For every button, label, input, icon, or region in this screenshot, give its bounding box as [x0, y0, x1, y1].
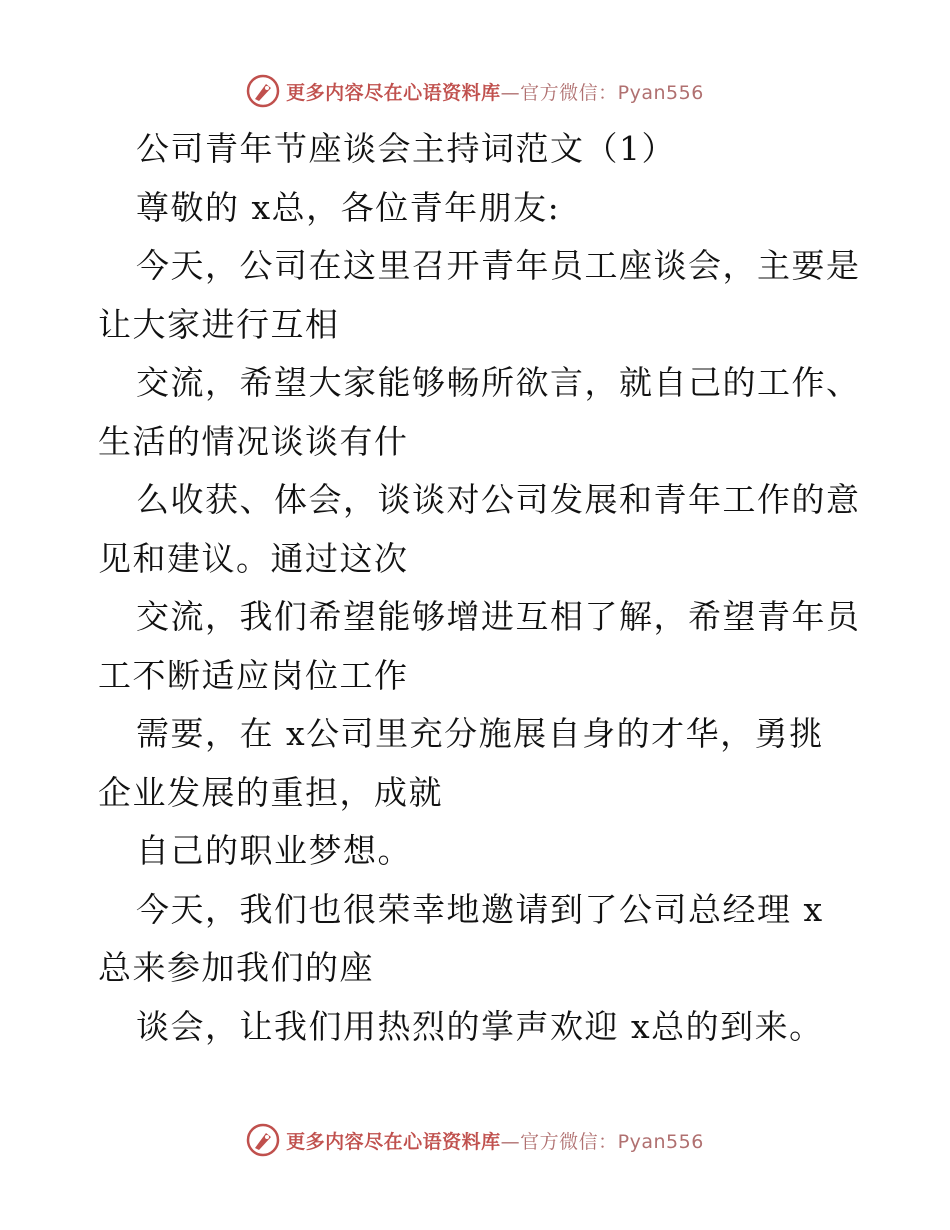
- paragraph-line: 需要，在 x公司里充分施展自身的才华，勇挑: [136, 714, 824, 753]
- banner-text: [286, 78, 704, 105]
- paragraph-line: 今天，公司在这里召开青年员工座谈会，主要是: [136, 246, 861, 285]
- paragraph-line: 交流，我们希望能够增进互相了解，希望青年员: [136, 597, 861, 636]
- banner-dash: —: [500, 81, 521, 104]
- document-body: [98, 120, 861, 1056]
- pen-nib-logo-icon: [246, 1123, 280, 1157]
- document-title: 公司青年节座谈会主持词范文（1）: [136, 129, 676, 168]
- paragraph-line: 见和建议。通过这次: [98, 538, 409, 578]
- paragraph-line: 么收获、体会，谈谈对公司发展和青年工作的意: [136, 480, 861, 519]
- paragraph-line: 总来参加我们的座: [98, 948, 374, 987]
- banner-wechat: 官方微信：Pyan556: [520, 1130, 704, 1153]
- paragraph-line: 自己的职业梦想。: [136, 831, 412, 870]
- banner-dash: —: [500, 1130, 521, 1153]
- paragraph-line: 交流，希望大家能够畅所欲言，就自己的工作、: [136, 363, 861, 402]
- footer-banner: [0, 1120, 950, 1160]
- banner-brand: 更多内容尽在心语资料库: [286, 1130, 501, 1153]
- banner-text: [286, 1127, 704, 1154]
- banner-wechat: 官方微信：Pyan556: [520, 81, 704, 104]
- paragraph-line: 工不断适应岗位工作: [98, 655, 409, 695]
- paragraph-line: 谈会，让我们用热烈的掌声欢迎 x总的到来。: [136, 1006, 824, 1046]
- header-banner: [0, 71, 950, 111]
- paragraph-line: 生活的情况谈谈有什: [98, 421, 409, 461]
- paragraph-line: 企业发展的重担，成就: [98, 772, 443, 812]
- banner-brand: 更多内容尽在心语资料库: [286, 81, 501, 104]
- salutation: 尊敬的 x总，各位青年朋友:: [136, 187, 561, 227]
- paragraph-line: 让大家进行互相: [98, 304, 340, 344]
- pen-nib-logo-icon: [246, 74, 280, 108]
- paragraph-line: 今天，我们也很荣幸地邀请到了公司总经理 x: [136, 889, 824, 929]
